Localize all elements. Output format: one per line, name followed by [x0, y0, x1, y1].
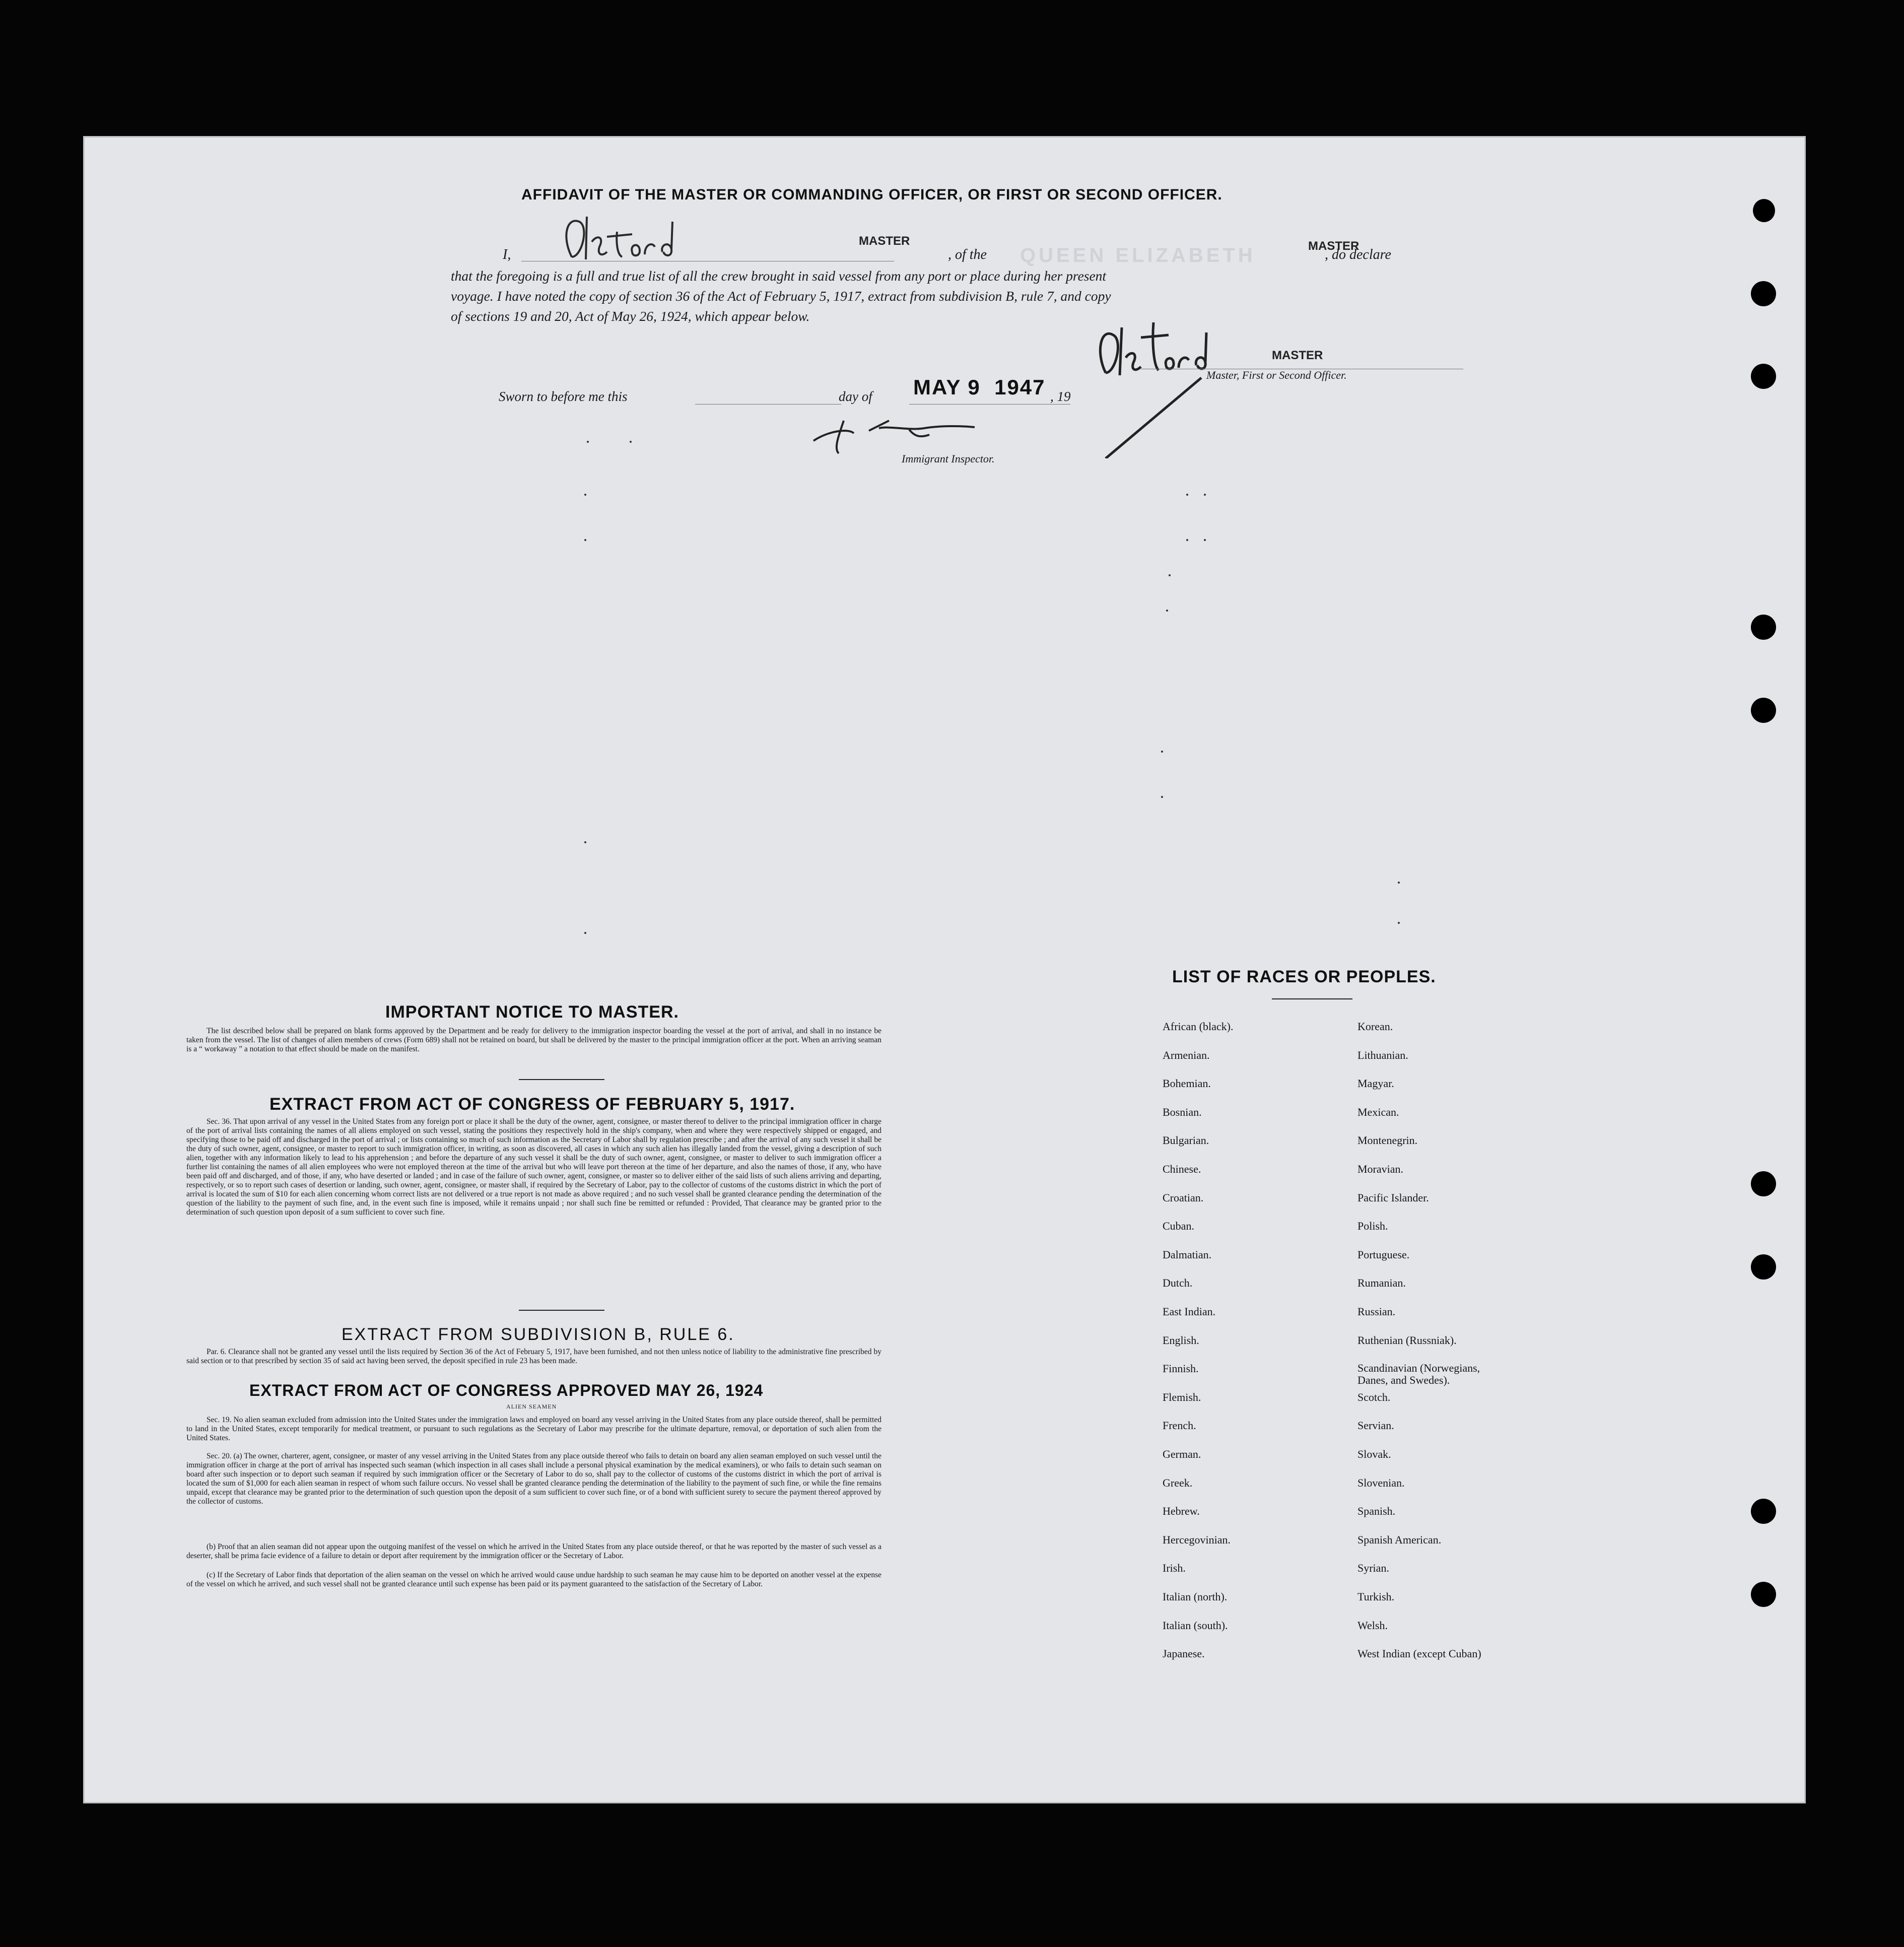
print-speck — [584, 494, 586, 496]
print-speck — [584, 539, 586, 541]
race-item: Dutch. — [1163, 1277, 1193, 1289]
races-divider — [1272, 998, 1352, 999]
binder-hole — [1751, 1499, 1776, 1524]
race-item: Slovak. — [1357, 1448, 1391, 1460]
race-item: Spanish American. — [1357, 1533, 1442, 1546]
officer-caption: Master, First or Second Officer. — [1206, 369, 1347, 381]
document-sheet — [83, 136, 1806, 1803]
notice-text: The list described below shall be prepared on blank forms approved by the Department and be ready for delivery to the immigration inspector boarding the vessel at the port of arrival, and shall in no instance be taken from the vessel. The list of changes of alien members of crews (Form 689) shall not be retained on board, but shall be delivered by the master to the principal immigration officer at the port. When an arriving seaman is a “ workaway ” a notation to that effect should be made on the manifest. — [186, 1027, 881, 1053]
affidavit-line-4: of sections 19 and 20, Act of May 26, 1924, which appear below. — [451, 308, 810, 324]
extract-1924-sec19: Sec. 19. No alien seaman excluded from admission into the United States under the immigration laws and employed on board any vessel arriving in the United States from any place outside thereof, shall be permitted to land in the United States, except temporarily for medical treatment, or pursuant to such regulations as the Secretary of Labor may prescribe for the ultimate departure, removal, or deportation of such alien from the United States. — [186, 1416, 881, 1442]
master-stamp: MASTER — [1272, 349, 1323, 362]
alien-seamen-subtitle: ALIEN SEAMEN — [506, 1403, 557, 1410]
race-item: Finnish. — [1163, 1362, 1199, 1375]
race-item: Bohemian. — [1163, 1077, 1211, 1090]
affidavit-i: I, — [503, 247, 511, 262]
binder-hole — [1751, 281, 1776, 306]
inspector-caption: Immigrant Inspector. — [902, 452, 995, 465]
print-speck — [630, 441, 632, 443]
race-item: Greek. — [1163, 1476, 1193, 1489]
print-speck — [1169, 574, 1171, 576]
day-of-label: day of — [839, 389, 872, 404]
print-speck — [1166, 610, 1168, 612]
race-item: West Indian (except Cuban) — [1357, 1647, 1481, 1660]
subdivision-b-text: Par. 6. Clearance shall not be granted any vessel until the lists required by Section 36 of the Act of February 5, 1917, have been furnished, and not then unless notice of liability to the administrative fine prescribed by said section or to that prescribed by section 35 of said act having been served, the deposit specified in rule 23 has been made. — [186, 1348, 881, 1365]
race-item: Rumanian. — [1357, 1277, 1406, 1289]
sworn-label: Sworn to before me this — [499, 389, 628, 404]
print-speck — [584, 932, 586, 934]
inspector-signature — [808, 411, 1020, 456]
race-item: Bosnian. — [1163, 1106, 1202, 1118]
race-item: Russian. — [1357, 1305, 1396, 1318]
binder-hole — [1753, 199, 1775, 222]
extract-1917-text: Sec. 36. That upon arrival of any vessel in the United States from any foreign port or place it shall be the duty of the owner, agent, consignee, or master thereof to deliver to the principal immigration officer in charge of the port of arrival lists containing the names of all aliens employed on such vessel, stating the positions they respectively hold in the ship's company, when and where they were respectively shipped or engaged, and specifying those to be paid off and discharged in the port of arrival ; or lists containing so much of such information as the Secretary of Labor shall by regulation prescribe ; and after the arrival of any such vessel it shall be the duty of such owner, agent, consignee, or master to report to such immigration officer, in writing, as soon as discovered, all cases in which any such alien has illegally landed from the vessel, giving a description of such alien, together with any information likely to lead to his apprehension ; and before the departure of any such vessel it shall be the duty of such owner, agent, consignee, or master to deliver to such immigration officer a further list containing the names of all alien employees who were not employed thereon at the time of the arrival but who will leave port thereon at the time of her departure, and also the names of those, if any, who have been paid off and discharged, and of those, if any, who have deserted or landed ; and in case of the failure of such owner, agent, consignee, or master so to deliver either of the said lists of such aliens arriving and departing, respectively, or so to report such cases of desertion or landing, such owner, agent, consignee, or master shall, if required by the Secretary of Labor, pay to the collector of customs of the customs district in which the port of arrival is located the sum of $10 for each alien concerning whom correct lists are not delivered or a true report is not made as above required ; and no such vessel shall be granted clearance pending the determination of the question of the liability to the payment of such fine, and, in the event such fine is imposed, while it remains unpaid ; nor shall such fine be remitted or refunded : Provided, That clearance may be granted prior to the determination of such question upon deposit of a sum sufficient to cover such fine. — [186, 1117, 881, 1217]
race-item: Korean. — [1357, 1020, 1393, 1033]
binder-hole — [1751, 1171, 1776, 1196]
race-item: Croatian. — [1163, 1191, 1204, 1204]
race-item: Japanese. — [1163, 1647, 1205, 1660]
master-stamp: MASTER — [1308, 239, 1359, 253]
race-item: Scandinavian (Norwegians, Danes, and Swedes). — [1357, 1362, 1480, 1386]
binder-hole — [1751, 364, 1776, 389]
of-the-label: , of the — [948, 247, 987, 262]
print-speck — [1161, 751, 1163, 753]
affidavit-line-2: that the foregoing is a full and true list of all the crew brought in said vessel from any port or place during her present — [451, 268, 1107, 284]
race-item: Magyar. — [1357, 1077, 1394, 1090]
extract-1924-sec20b: (b) Proof that an alien seaman did not appear upon the outgoing manifest of the vessel on which he arrived in the United States from any place outside thereof, or that he was reported by the master of such vessel as a deserter, shall be prima facie evidence of a failure to detain or deport after requirement by the immigration officer or the Secretary of Labor. — [186, 1542, 881, 1560]
print-speck — [1204, 494, 1206, 496]
sworn-underline — [695, 404, 841, 405]
affidavit-line-3: voyage. I have noted the copy of section 36 of the Act of February 5, 1917, extract from subdivision B, rule 7, and copy — [451, 288, 1111, 304]
race-item: Bulgarian. — [1163, 1134, 1209, 1147]
print-speck — [1204, 539, 1206, 541]
race-item: Moravian. — [1357, 1163, 1404, 1175]
print-speck — [1186, 539, 1188, 541]
race-item: Mexican. — [1357, 1106, 1399, 1118]
race-item: Ruthenian (Russniak). — [1357, 1334, 1457, 1347]
date-stamp: MAY 9 1947 — [913, 375, 1046, 399]
year-label: , 19 — [1050, 389, 1071, 404]
race-item: Flemish. — [1163, 1391, 1201, 1403]
extract-1924-sec20c: (c) If the Secretary of Labor finds that deportation of the alien seaman on the vessel on which he arrived would cause undue hardship to such seaman he may cause him to be deported on another vessel at the expense of the vessel on which he arrived, and such vessel shall not be granted clearance until such expense has been paid or its payment guaranteed to the satisfaction of the Secretary of Labor. — [186, 1571, 881, 1588]
race-item: Turkish. — [1357, 1590, 1395, 1603]
race-item: Servian. — [1357, 1419, 1394, 1432]
date-underline — [909, 404, 1070, 405]
section-divider — [519, 1310, 604, 1311]
races-title: LIST OF RACES OR PEOPLES. — [1172, 967, 1436, 986]
affidavit-title: AFFIDAVIT OF THE MASTER OR COMMANDING OFFICER, OR FIRST OR SECOND OFFICER. — [521, 186, 1222, 203]
race-item: Irish. — [1163, 1562, 1186, 1574]
binder-hole — [1751, 1582, 1776, 1607]
race-item: Polish. — [1357, 1220, 1388, 1232]
print-speck — [1398, 922, 1400, 924]
subdivision-b-title: EXTRACT FROM SUBDIVISION B, RULE 6. — [342, 1325, 735, 1344]
race-item: Lithuanian. — [1357, 1049, 1408, 1061]
race-item: Italian (north). — [1163, 1590, 1228, 1603]
master-signature-2 — [1085, 312, 1312, 458]
extract-1924-sec20a: Sec. 20. (a) The owner, charterer, agent, consignee, or master of any vessel arriving in the United States from any place outside thereof who fails to detain on board any alien seaman employed on such vessel until the immigration officer in charge at the port of arrival has inspected such seaman (which inspection in all cases shall include a personal physical examination by the medical examiners), or who fails to detain such seaman on board after such inspection or to deport such seaman if required by such immigration officer or the Secretary of Labor to do so, shall pay to the collector of customs of the customs district in which the port of arrival is located the sum of $1,000 for each alien seaman in respect of whom such failure occurs. No vessel shall be granted clearance pending the determination of the liability to the payment of such fine, or while the fine remains unpaid, except that clearance may be granted prior to the determination of such question upon the deposit of a sum sufficient to cover such fine, or of a bond with sufficient surety to secure the payment thereof approved by the collector of customs. — [186, 1452, 881, 1506]
binder-hole — [1751, 1254, 1776, 1280]
binder-hole — [1751, 698, 1776, 723]
print-speck — [1161, 796, 1163, 798]
extract-1924-title: EXTRACT FROM ACT OF CONGRESS APPROVED MAY 26, 1924 — [249, 1381, 764, 1399]
print-speck — [584, 841, 586, 843]
race-item: African (black). — [1163, 1020, 1234, 1033]
race-item: Slovenian. — [1357, 1476, 1405, 1489]
race-item: Armenian. — [1163, 1049, 1210, 1061]
print-speck — [587, 441, 589, 443]
print-speck — [1186, 494, 1188, 496]
race-item: Cuban. — [1163, 1220, 1194, 1232]
notice-title: IMPORTANT NOTICE TO MASTER. — [385, 1002, 679, 1022]
extract-1917-title: EXTRACT FROM ACT OF CONGRESS OF FEBRUARY 5, 1917. — [269, 1095, 795, 1114]
do-declare-label: , do declare — [1325, 247, 1391, 262]
master-signature-1 — [557, 207, 708, 272]
binder-hole — [1751, 615, 1776, 640]
race-item: Spanish. — [1357, 1505, 1396, 1517]
race-item: Syrian. — [1357, 1562, 1389, 1574]
vessel-name: QUEEN ELIZABETH — [1020, 244, 1256, 266]
race-item: Portuguese. — [1357, 1248, 1410, 1261]
print-speck — [1398, 882, 1400, 884]
section-divider — [519, 1079, 604, 1080]
race-item: Hebrew. — [1163, 1505, 1200, 1517]
race-item: French. — [1163, 1419, 1196, 1432]
race-item: Montenegrin. — [1357, 1134, 1418, 1147]
race-item: Dalmatian. — [1163, 1248, 1212, 1261]
race-item: Welsh. — [1357, 1619, 1388, 1632]
race-item: Hercegovinian. — [1163, 1533, 1231, 1546]
race-item: Scotch. — [1357, 1391, 1391, 1403]
race-item: Chinese. — [1163, 1163, 1201, 1175]
race-item: English. — [1163, 1334, 1199, 1347]
race-item: German. — [1163, 1448, 1201, 1460]
race-item: Italian (south). — [1163, 1619, 1228, 1632]
race-item: Pacific Islander. — [1357, 1191, 1429, 1204]
master-stamp: MASTER — [859, 234, 910, 248]
race-item: East Indian. — [1163, 1305, 1216, 1318]
